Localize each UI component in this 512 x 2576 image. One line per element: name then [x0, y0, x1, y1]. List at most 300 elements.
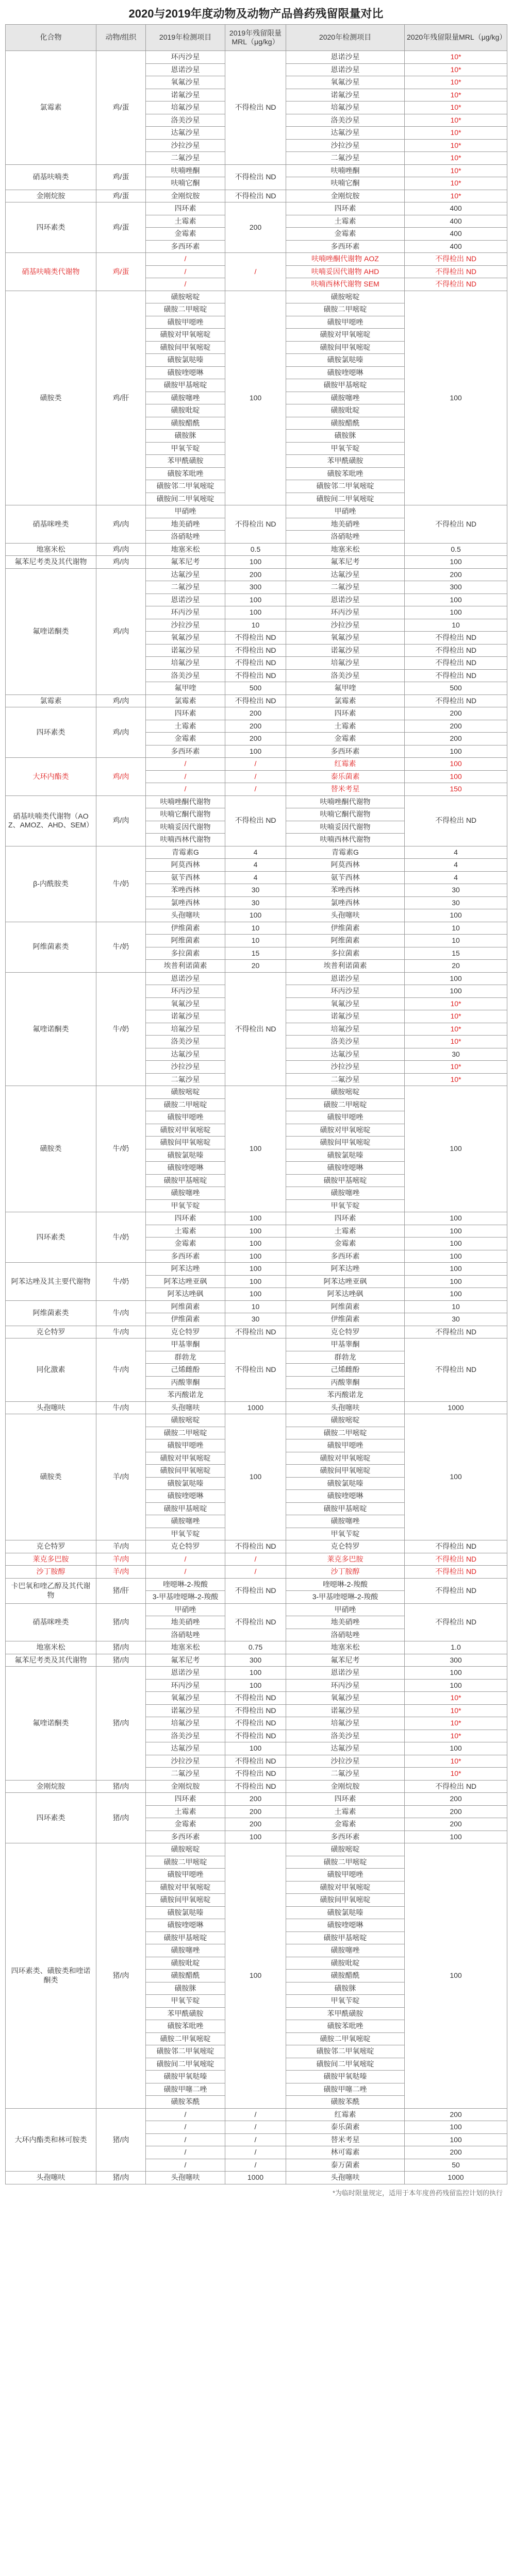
item-2019-cell: 洛美沙星: [146, 669, 225, 682]
mrl-2019-cell: 30: [225, 1313, 286, 1326]
mrl-2019-cell: /: [225, 2146, 286, 2159]
item-2019-cell: 磺胺喹噁啉: [146, 1162, 225, 1175]
mrl-2020-cell: 10: [405, 1300, 507, 1313]
item-2019-cell: 头孢噻呋: [146, 909, 225, 922]
item-2020-cell: 丙酸睾酮: [286, 1376, 405, 1389]
item-2019-cell: 甲氧苄啶: [146, 1995, 225, 2008]
item-2020-cell: 多拉菌素: [286, 947, 405, 960]
mrl-2020-cell: 1.0: [405, 1641, 507, 1654]
item-2019-cell: 磺胺间二甲氧嘧啶: [146, 493, 225, 505]
item-2020-cell: 二氟沙星: [286, 1073, 405, 1086]
item-2019-cell: /: [146, 1553, 225, 1566]
item-2019-cell: 磺胺二甲氧嘧啶: [146, 2032, 225, 2045]
item-2020-cell: 磺胺苯吡唑: [286, 2020, 405, 2033]
item-2020-cell: 磺胺醋酰: [286, 417, 405, 430]
table-row: [6, 2172, 507, 2184]
item-2020-cell: 磺胺间甲氧嘧啶: [286, 341, 405, 354]
compound-cell: 硝基咪唑类: [6, 1603, 96, 1641]
mrl-2020-cell: 10*: [405, 63, 507, 76]
item-2020-cell: 甲氧苄啶: [286, 1995, 405, 2008]
item-2019-cell: 磺胺甲噁唑: [146, 316, 225, 329]
mrl-2020-cell: 200: [405, 568, 507, 581]
animal-tissue-cell: 鸡/蛋: [96, 202, 146, 253]
item-2019-cell: 环丙沙星: [146, 1679, 225, 1692]
item-2019-cell: 呋喃唑酮: [146, 164, 225, 177]
item-2020-cell: 磺胺甲基嘧啶: [286, 1502, 405, 1515]
animal-tissue-cell: 鸡/蛋: [96, 164, 146, 190]
mrl-2020-cell: 不得检出 ND: [405, 632, 507, 645]
compound-cell: 头孢噻呋: [6, 1401, 96, 1414]
mrl-2019-cell: /: [225, 783, 286, 796]
mrl-2019-cell: 不得检出 ND: [225, 51, 286, 165]
item-2020-cell: 多西环素: [286, 745, 405, 758]
animal-tissue-cell: 牛/肉: [96, 1300, 146, 1326]
item-2019-cell: 氧氟沙星: [146, 997, 225, 1010]
mrl-2020-cell: 10*: [405, 1730, 507, 1742]
animal-tissue-cell: 羊/肉: [96, 1566, 146, 1579]
item-2020-cell: 呋喃西林代谢物 SEM: [286, 278, 405, 291]
mrl-2020-cell: 100: [405, 1288, 507, 1301]
mrl-2019-cell: 不得检出 ND: [225, 1338, 286, 1402]
item-2019-cell: 克仑特罗: [146, 1326, 225, 1338]
mrl-2019-cell: 100: [225, 606, 286, 619]
item-2019-cell: 土霉素: [146, 1225, 225, 1238]
item-2019-cell: 氧氟沙星: [146, 1692, 225, 1705]
item-2020-cell: 泰乐菌素: [286, 2121, 405, 2134]
item-2020-cell: 苯丙酸诺龙: [286, 1389, 405, 1402]
item-2019-cell: 伊维菌素: [146, 1313, 225, 1326]
mrl-2019-cell: 100: [225, 745, 286, 758]
compound-cell: 阿苯达唑及其主要代谢物: [6, 1263, 96, 1301]
item-2019-cell: 四环素: [146, 1212, 225, 1225]
item-2020-cell: 氯霉素: [286, 694, 405, 707]
mrl-2020-cell: 1000: [405, 1401, 507, 1414]
mrl-2019-cell: /: [225, 253, 286, 291]
item-2020-cell: 氟苯尼考: [286, 556, 405, 569]
item-2019-cell: 土霉素: [146, 720, 225, 733]
item-2019-cell: 磺胺二甲嘧啶: [146, 303, 225, 316]
mrl-2020-cell: 200: [405, 707, 507, 720]
mrl-2019-cell: 不得检出 ND: [225, 1603, 286, 1641]
item-2019-cell: 磺胺甲噁唑: [146, 1111, 225, 1124]
item-2020-cell: 环丙沙星: [286, 985, 405, 998]
compound-cell: 氯霉素: [6, 694, 96, 707]
animal-tissue-cell: 猪/肉: [96, 1843, 146, 2109]
item-2019-cell: 恩诺沙星: [146, 63, 225, 76]
table-row: [6, 1414, 507, 1427]
item-2019-cell: 磺胺脒: [146, 1982, 225, 1995]
item-2020-cell: 磺胺喹噁啉: [286, 366, 405, 379]
item-2019-cell: 多西环素: [146, 1250, 225, 1263]
item-2019-cell: 培氟沙星: [146, 101, 225, 114]
mrl-2019-cell: 100: [225, 1263, 286, 1276]
item-2020-cell: 磺胺醋酰: [286, 1970, 405, 1982]
item-2019-cell: 磺胺甲基嘧啶: [146, 1174, 225, 1187]
mrl-2020-cell: 不得检出 ND: [405, 1540, 507, 1553]
item-2019-cell: 磺胺吡啶: [146, 404, 225, 417]
table-row: [6, 795, 507, 808]
mrl-2019-cell: 15: [225, 947, 286, 960]
item-2020-cell: 磺胺甲噁唑: [286, 1111, 405, 1124]
item-2019-cell: 沙拉沙星: [146, 1755, 225, 1768]
mrl-2019-cell: 100: [225, 909, 286, 922]
mrl-2020-cell: 10*: [405, 164, 507, 177]
item-2020-cell: 头孢噻呋: [286, 2172, 405, 2184]
item-2020-cell: 磺胺间甲氧嘧啶: [286, 1894, 405, 1907]
item-2020-cell: 红霉素: [286, 758, 405, 771]
item-2020-cell: 土霉素: [286, 215, 405, 228]
item-2019-cell: 磺胺苯吡唑: [146, 467, 225, 480]
animal-tissue-cell: 牛/肉: [96, 1326, 146, 1338]
item-2020-cell: 磺胺甲基嘧啶: [286, 1931, 405, 1944]
item-2020-cell: 二氟沙星: [286, 581, 405, 594]
table-row: [6, 1667, 507, 1680]
compound-cell: 氟苯尼考类及其代谢物: [6, 556, 96, 569]
item-2020-cell: 二氟沙星: [286, 1768, 405, 1781]
mrl-2020-cell: 不得检出 ND: [405, 1566, 507, 1579]
item-2019-cell: 呋喃唑酮代谢物: [146, 795, 225, 808]
item-2020-cell: 磺胺脒: [286, 1982, 405, 1995]
table-row: [6, 568, 507, 581]
mrl-2019-cell: 100: [225, 1275, 286, 1288]
mrl-2020-cell: 不得检出 ND: [405, 265, 507, 278]
item-2019-cell: 苯甲酰磺胺: [146, 455, 225, 468]
table-row: [6, 1212, 507, 1225]
item-2020-cell: 诺氟沙星: [286, 89, 405, 101]
item-2020-cell: 磺胺对甲氧嘧啶: [286, 1452, 405, 1465]
mrl-2020-cell: 100: [405, 1679, 507, 1692]
item-2020-cell: 四环素: [286, 1212, 405, 1225]
item-2020-cell: 磺胺苯吡唑: [286, 467, 405, 480]
compound-cell: 地塞米松: [6, 1641, 96, 1654]
compound-cell: 克仑特罗: [6, 1326, 96, 1338]
compound-cell: 大环内酯类: [6, 758, 96, 796]
item-2020-cell: 诺氟沙星: [286, 644, 405, 657]
item-2019-cell: /: [146, 253, 225, 266]
compound-cell: 地塞米松: [6, 543, 96, 556]
item-2019-cell: 磺胺醋酰: [146, 1970, 225, 1982]
item-2020-cell: 磺胺间二甲氧嘧啶: [286, 493, 405, 505]
item-2019-cell: 磺胺氯哒嗪: [146, 354, 225, 367]
item-2020-cell: 四环素: [286, 707, 405, 720]
mrl-2019-cell: /: [225, 758, 286, 771]
item-2019-cell: 金霉素: [146, 1238, 225, 1250]
mrl-2019-cell: 0.75: [225, 1641, 286, 1654]
item-2019-cell: 己烯雌酚: [146, 1364, 225, 1377]
item-2019-cell: 磺胺嘧啶: [146, 1414, 225, 1427]
mrl-2020-cell: 不得检出 ND: [405, 669, 507, 682]
item-2019-cell: /: [146, 783, 225, 796]
table-row: [6, 1566, 507, 1579]
item-2019-cell: 恩诺沙星: [146, 972, 225, 985]
table-header: [6, 25, 507, 51]
table-row: [6, 1603, 507, 1616]
compound-cell: 氟喹诺酮类: [6, 1667, 96, 1781]
compound-cell: 莱克多巴胺: [6, 1553, 96, 1566]
mrl-2019-cell: 100: [225, 1212, 286, 1225]
item-2020-cell: 苯甲酰磺胺: [286, 2007, 405, 2020]
item-2019-cell: 地美硝唑: [146, 518, 225, 531]
item-2019-cell: 氟甲喹: [146, 682, 225, 695]
item-2019-cell: 地塞米松: [146, 543, 225, 556]
table-row: [6, 922, 507, 935]
item-2020-cell: 磺胺喹噁啉: [286, 1919, 405, 1932]
mrl-2019-cell: 1000: [225, 1401, 286, 1414]
mrl-2019-cell: 100: [225, 594, 286, 606]
mrl-2020-cell: 400: [405, 240, 507, 253]
item-2020-cell: 磺胺甲噁唑: [286, 1869, 405, 1882]
item-2020-cell: 环丙沙星: [286, 606, 405, 619]
item-2019-cell: 环丙沙星: [146, 985, 225, 998]
mrl-2020-cell: 200: [405, 2146, 507, 2159]
mrl-2019-cell: 不得检出 ND: [225, 1578, 286, 1603]
animal-tissue-cell: 牛/奶: [96, 1212, 146, 1263]
item-2020-cell: 磺胺二甲嘧啶: [286, 303, 405, 316]
animal-tissue-cell: 猪/肉: [96, 1603, 146, 1641]
item-2020-cell: 磺胺噻唑: [286, 1944, 405, 1957]
item-2020-cell: 磺胺嘧啶: [286, 1086, 405, 1099]
item-2020-cell: 磺胺嘧啶: [286, 1414, 405, 1427]
table-row: [6, 190, 507, 202]
mrl-2020-cell: 10*: [405, 76, 507, 89]
item-2020-cell: 洛硝哒唑: [286, 1629, 405, 1641]
compound-cell: 克仑特罗: [6, 1540, 96, 1553]
item-2019-cell: 氯霉素: [146, 694, 225, 707]
compound-cell: 磺胺类: [6, 291, 96, 505]
mrl-2020-cell: 100: [405, 985, 507, 998]
mrl-2020-cell: 10*: [405, 51, 507, 64]
item-2020-cell: 甲硝唑: [286, 1603, 405, 1616]
item-2019-cell: 丙酸睾酮: [146, 1376, 225, 1389]
item-2019-cell: 金霉素: [146, 1818, 225, 1831]
item-2019-cell: 多西环素: [146, 240, 225, 253]
item-2020-cell: 磺胺对甲氧嘧啶: [286, 1124, 405, 1137]
mrl-2019-cell: 100: [225, 1843, 286, 2109]
item-2019-cell: /: [146, 1566, 225, 1579]
item-2020-cell: 氧氟沙星: [286, 76, 405, 89]
mrl-2020-cell: 400: [405, 215, 507, 228]
item-2020-cell: 氟苯尼考: [286, 1654, 405, 1667]
item-2020-cell: 呋喃唑酮: [286, 164, 405, 177]
table-row: [6, 1843, 507, 1856]
mrl-2019-cell: 不得检出 ND: [225, 1717, 286, 1730]
animal-tissue-cell: 鸡/蛋: [96, 253, 146, 291]
item-2020-cell: 沙拉沙星: [286, 1061, 405, 1074]
compound-cell: 磺胺类: [6, 1086, 96, 1212]
item-2019-cell: 呋喃妥因代谢物: [146, 821, 225, 834]
mrl-2020-cell: 100: [405, 1263, 507, 1276]
item-2020-cell: 达氟沙星: [286, 568, 405, 581]
item-2019-cell: 氟苯尼考: [146, 1654, 225, 1667]
item-2019-cell: 阿维菌素: [146, 1300, 225, 1313]
item-2020-cell: 洛美沙星: [286, 1730, 405, 1742]
compound-cell: 沙丁胺醇: [6, 1566, 96, 1579]
item-2019-cell: 沙拉沙星: [146, 619, 225, 632]
item-2020-cell: 金霉素: [286, 228, 405, 241]
item-2020-cell: 磺胺间甲氧嘧啶: [286, 1465, 405, 1478]
mrl-2019-cell: 100: [225, 1086, 286, 1212]
item-2019-cell: 磺胺间甲氧嘧啶: [146, 1894, 225, 1907]
item-2019-cell: 土霉素: [146, 215, 225, 228]
item-2019-cell: 二氟沙星: [146, 1768, 225, 1781]
item-2020-cell: 氯唑西林: [286, 896, 405, 909]
item-2020-cell: 磺胺氯哒嗪: [286, 354, 405, 367]
table-row: [6, 253, 507, 266]
mrl-2019-cell: 不得检出 ND: [225, 1780, 286, 1793]
mrl-2019-cell: 10: [225, 922, 286, 935]
item-2020-cell: 林可霉素: [286, 2146, 405, 2159]
item-2020-cell: 诺氟沙星: [286, 1704, 405, 1717]
item-2019-cell: 伊维菌素: [146, 922, 225, 935]
mrl-2019-cell: /: [225, 2108, 286, 2121]
mrl-2020-cell: 200: [405, 733, 507, 745]
compound-cell: 四环素类: [6, 1793, 96, 1843]
item-2019-cell: 达氟沙星: [146, 1742, 225, 1755]
item-2019-cell: 头孢噻呋: [146, 2172, 225, 2184]
item-2020-cell: 泰乐菌素: [286, 770, 405, 783]
item-2019-cell: 磺胺对甲氧嘧啶: [146, 1452, 225, 1465]
mrl-2020-cell: 200: [405, 720, 507, 733]
mrl-2020-cell: 50: [405, 2159, 507, 2172]
item-2019-cell: 磺胺甲基嘧啶: [146, 1502, 225, 1515]
item-2020-cell: 呋喃妥因代谢物: [286, 821, 405, 834]
animal-tissue-cell: 鸡/肉: [96, 795, 146, 846]
item-2019-cell: 磺胺噻唑: [146, 1187, 225, 1200]
table-row: [6, 51, 507, 64]
item-2019-cell: 磺胺噻唑: [146, 1944, 225, 1957]
compound-cell: 头孢噻呋: [6, 2172, 96, 2184]
item-2020-cell: 磺胺喹噁啉: [286, 1490, 405, 1503]
item-2019-cell: 磺胺对甲氧嘧啶: [146, 329, 225, 342]
mrl-2020-cell: 1000: [405, 2172, 507, 2184]
item-2020-cell: 四环素: [286, 1793, 405, 1806]
compound-cell: 阿维菌素类: [6, 1300, 96, 1326]
mrl-2019-cell: 10: [225, 1300, 286, 1313]
mrl-2019-cell: 不得检出 ND: [225, 1768, 286, 1781]
item-2019-cell: 培氟沙星: [146, 1717, 225, 1730]
table-row: [6, 1300, 507, 1313]
item-2020-cell: 阿苯达唑亚砜: [286, 1275, 405, 1288]
item-2019-cell: 氨苄西林: [146, 871, 225, 884]
mrl-2020-cell: 100: [405, 1843, 507, 2109]
item-2020-cell: 泰万菌素: [286, 2159, 405, 2172]
table-row: [6, 694, 507, 707]
item-2020-cell: 阿莫西林: [286, 859, 405, 872]
mrl-2020-cell: 4: [405, 871, 507, 884]
mrl-2020-cell: 30: [405, 1313, 507, 1326]
compound-cell: 四环素类: [6, 1212, 96, 1263]
mrl-2019-cell: /: [225, 2133, 286, 2146]
item-2019-cell: 磺胺甲噁唑: [146, 1439, 225, 1452]
compound-cell: 氟喹诺酮类: [6, 972, 96, 1086]
animal-tissue-cell: 猪/肉: [96, 1654, 146, 1667]
item-2019-cell: 氧氟沙星: [146, 632, 225, 645]
item-2019-cell: 四环素: [146, 1793, 225, 1806]
item-2020-cell: 磺胺喹噁啉: [286, 1162, 405, 1175]
item-2019-cell: 磺胺吡啶: [146, 1957, 225, 1970]
item-2020-cell: 土霉素: [286, 1225, 405, 1238]
animal-tissue-cell: 猪/肉: [96, 2172, 146, 2184]
item-2019-cell: 克仑特罗: [146, 1540, 225, 1553]
item-2020-cell: 诺氟沙星: [286, 1010, 405, 1023]
mrl-2019-cell: 100: [225, 1288, 286, 1301]
footnote: *为临时限量规定，适用于本年度兽药残留监控计划的执行: [332, 2189, 503, 2197]
compound-cell: 同化激素: [6, 1338, 96, 1402]
table-row: [6, 556, 507, 569]
table-row: [6, 1553, 507, 1566]
item-2019-cell: 培氟沙星: [146, 657, 225, 670]
item-2019-cell: 磺胺二甲嘧啶: [146, 1856, 225, 1869]
item-2020-cell: 呋喃唑酮代谢物 AOZ: [286, 253, 405, 266]
mrl-2019-cell: 200: [225, 707, 286, 720]
table-row: [6, 972, 507, 985]
compound-cell: 硝基呋喃类代谢物（AOZ、AMOZ、AHD、SEM）: [6, 795, 96, 846]
mrl-2019-cell: /: [225, 770, 286, 783]
mrl-2019-cell: 4: [225, 859, 286, 872]
item-2019-cell: 3-甲基喹噁啉-2-羧酸: [146, 1591, 225, 1604]
mrl-2020-cell: 10*: [405, 101, 507, 114]
item-2019-cell: 磺胺对甲氧嘧啶: [146, 1881, 225, 1894]
mrl-2019-cell: 100: [225, 1831, 286, 1843]
item-2020-cell: 磺胺甲基嘧啶: [286, 1174, 405, 1187]
item-2019-cell: 磺胺甲氧哒嗪: [146, 2071, 225, 2083]
item-2019-cell: 磺胺甲基嘧啶: [146, 1931, 225, 1944]
header-2020-item: 2020年检测项目: [286, 25, 405, 51]
item-2020-cell: 金刚烷胺: [286, 1780, 405, 1793]
item-2019-cell: 磺胺喹噁啉: [146, 366, 225, 379]
animal-tissue-cell: 鸡/肉: [96, 758, 146, 796]
mrl-2020-cell: 100: [405, 1212, 507, 1225]
mrl-2020-cell: 10*: [405, 152, 507, 165]
compound-cell: 金刚烷胺: [6, 1780, 96, 1793]
item-2020-cell: 磺胺氯哒嗪: [286, 1906, 405, 1919]
item-2019-cell: /: [146, 758, 225, 771]
item-2019-cell: 达氟沙星: [146, 1048, 225, 1061]
item-2020-cell: 磺胺嘧啶: [286, 291, 405, 303]
animal-tissue-cell: 鸡/肉: [96, 568, 146, 694]
mrl-2019-cell: 500: [225, 682, 286, 695]
item-2019-cell: 呋喃西林代谢物: [146, 834, 225, 846]
item-2019-cell: 磺胺嘧啶: [146, 291, 225, 303]
mrl-2019-cell: 100: [225, 1225, 286, 1238]
item-2020-cell: 克仑特罗: [286, 1540, 405, 1553]
item-2019-cell: 二氟沙星: [146, 152, 225, 165]
item-2019-cell: 磺胺甲噻二唑: [146, 2083, 225, 2096]
item-2019-cell: 阿苯达唑亚砜: [146, 1275, 225, 1288]
compound-cell: 硝基呋喃类代谢物: [6, 253, 96, 291]
mrl-2020-cell: 200: [405, 1818, 507, 1831]
animal-tissue-cell: 牛/奶: [96, 922, 146, 972]
item-2020-cell: 沙拉沙星: [286, 139, 405, 152]
mrl-2020-cell: 10*: [405, 1692, 507, 1705]
mrl-2020-cell: 300: [405, 581, 507, 594]
item-2020-cell: 金霉素: [286, 1238, 405, 1250]
item-2020-cell: 阿维菌素: [286, 1300, 405, 1313]
mrl-2020-cell: 100: [405, 1275, 507, 1288]
item-2020-cell: 氧氟沙星: [286, 1692, 405, 1705]
mrl-2019-cell: 不得检出 ND: [225, 694, 286, 707]
mrl-2020-cell: 200: [405, 1793, 507, 1806]
mrl-2019-cell: 不得检出 ND: [225, 795, 286, 846]
mrl-2019-cell: 不得检出 ND: [225, 1540, 286, 1553]
mrl-2019-cell: 不得检出 ND: [225, 644, 286, 657]
item-2019-cell: 磺胺邻二甲氧嘧啶: [146, 2045, 225, 2058]
mrl-2020-cell: 20: [405, 960, 507, 973]
compound-cell: 大环内酯类和林可胺类: [6, 2108, 96, 2172]
item-2019-cell: 地美硝唑: [146, 1616, 225, 1629]
mrl-2019-cell: 200: [225, 1793, 286, 1806]
mrl-2019-cell: 200: [225, 733, 286, 745]
